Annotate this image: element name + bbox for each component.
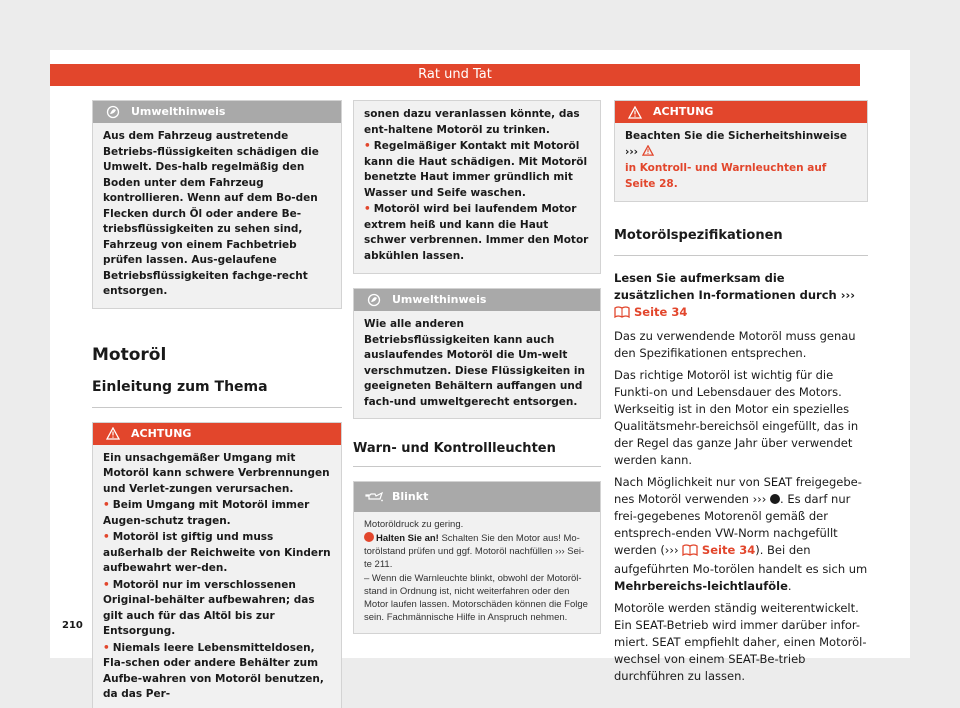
book-icon bbox=[682, 544, 698, 561]
indicator-box bbox=[353, 481, 601, 634]
environment-note-text: Aus dem Fahrzeug austretende Betriebs-flüssigkeiten schädigen die Umwelt. Des-halb regelmäßig den Boden unter dem Fahrzeug kontrollieren. Wenn auf dem Bo-den Flecken durch Öl oder andere Be-triebsflüssigkeiten zu sehen sind, Fahrzeug von einem Fachbetrieb prüfen lassen. Aus-gelaufene Betriebsflüssigkeiten fachge-recht entsorgen. bbox=[103, 130, 319, 297]
page-number: 210 bbox=[62, 620, 83, 631]
warning-box bbox=[614, 100, 868, 202]
paragraph: Das richtige Motoröl ist wichtig für die Funkti-on und Lebensdauer des Motors. Werkseitig ist in den Motor ein spezielles Qualitätsmehr-bereichsöl eingefüllt, das in der Regel das ganze Jahr über verwendet werden kann. bbox=[614, 368, 859, 467]
paragraph: Nach Möglichkeit nur von SEAT freigegebe-nes Motoröl verwenden ››› . Es darf nur frei-gegebenes Motorenöl gemäß der entsprech-enden VW-Norm nachgefüllt werden (››› Seite 34). Bei den aufgeführten Mo-torölen handelt es sich um Mehrbereichs-leichtlauföle. bbox=[614, 475, 868, 593]
column-3 bbox=[614, 100, 868, 690]
subsection-title: Einleitung zum Thema bbox=[92, 379, 342, 408]
warning-body bbox=[615, 123, 867, 201]
section-title-warnleuchten: Warn- und Kontrollleuchten bbox=[353, 441, 601, 467]
leaf-icon bbox=[103, 105, 123, 119]
indicator-title: Blinkt bbox=[392, 490, 429, 504]
indicator-header bbox=[354, 482, 600, 512]
environment-note-text: Wie alle anderen Betriebsflüssigkeiten kann auch auslaufendes Motoröl die Um-welt verschmutzen. Diese Flüssigkeiten in geeigneten Behältern auffangen und fach-und umweltgerecht entsorgen. bbox=[364, 318, 585, 408]
intro-link[interactable]: Seite 34 bbox=[634, 305, 688, 319]
environment-note-title: Umwelthinweis bbox=[131, 105, 226, 119]
intro-text: Lesen Sie aufmerksam die zusätzlichen In-formationen durch ››› Seite 34 bbox=[614, 270, 868, 323]
warning-box bbox=[92, 422, 342, 708]
indicator-line3: – Wenn die Warnleuchte blinkt, obwohl der Motoröl-stand in Ordnung ist, nicht weiterfahren oder den Motor laufen lassen. Motorschäden können die Folge sein. Fachmännische Hilfe in Anspruch nehmen. bbox=[364, 573, 588, 623]
book-icon bbox=[614, 306, 630, 323]
indicator-body bbox=[354, 512, 600, 633]
spec-link[interactable]: Seite 34 bbox=[701, 543, 756, 557]
spec-text bbox=[614, 270, 868, 685]
warning-item: • Motoröl nur im verschlossenen Original-behälter aufbewahren; das gilt auch für das Altöl bis zur Entsorgung. bbox=[103, 578, 315, 637]
column-2 bbox=[353, 100, 601, 634]
warning-box-continued bbox=[353, 100, 601, 274]
warning-item: • Niemals leere Lebensmitteldosen, Fla-schen oder andere Behälter zum Aufbe-wahren von Motoröl benutzen, da das Per- bbox=[103, 641, 324, 700]
warning-item: • Motoröl ist giftig und muss außerhalb der Reichweite von Kindern aufbewahrt wer-den. bbox=[103, 531, 331, 574]
warning-continued-text: sonen dazu veranlassen könnte, das ent-haltene Motoröl zu trinken. bbox=[364, 108, 580, 136]
chapter-header: Rat und Tat bbox=[50, 64, 860, 86]
warning-text: Beachten Sie die Sicherheitshinweise ››› bbox=[625, 130, 847, 158]
oil-can-icon bbox=[364, 491, 384, 503]
environment-note-header bbox=[354, 289, 600, 311]
indicator-line1: Motoröldruck zu gering. bbox=[364, 519, 464, 530]
environment-note-title: Umwelthinweis bbox=[392, 293, 487, 307]
warning-triangle-icon bbox=[642, 146, 654, 158]
environment-note-box bbox=[353, 288, 601, 419]
warning-triangle-icon bbox=[103, 427, 123, 440]
warning-header bbox=[93, 423, 341, 445]
warning-continued-body bbox=[354, 101, 600, 273]
warning-triangle-icon bbox=[625, 106, 645, 119]
paragraph: Das zu verwendende Motoröl muss genau den Spezifikationen entsprechen. bbox=[614, 329, 856, 360]
warning-item: • Motoröl wird bei laufendem Motor extrem heiß und kann die Haut schwer verbrennen. Immer den Motor abkühlen lassen. bbox=[364, 203, 589, 262]
warning-link-text[interactable]: in Kontroll- und Warnleuchten auf Seite 28. bbox=[625, 162, 827, 190]
warning-title: ACHTUNG bbox=[653, 105, 714, 119]
warning-item: • Regelmäßiger Kontakt mit Motoröl kann die Haut schädigen. Mit Motoröl benetzte Haut immer gründlich mit Wasser und Seife waschen. bbox=[364, 140, 588, 199]
warning-body bbox=[93, 445, 341, 708]
warning-header bbox=[615, 101, 867, 123]
leaf-icon bbox=[364, 293, 384, 307]
section-title-spezifikationen: Motorölspezifikationen bbox=[614, 228, 868, 256]
environment-note-box bbox=[92, 100, 342, 309]
paragraph: Motoröle werden ständig weiterentwickelt. Ein SEAT-Betrieb wird immer darüber infor-miert. SEAT empfiehlt daher, einen Motoröl-wechsel von einem SEAT-Be-trieb durchführen zu lassen. bbox=[614, 601, 867, 683]
environment-note-header bbox=[93, 101, 341, 123]
warning-intro: Ein unsachgemäßer Umgang mit Motoröl kann schwere Verbrennungen und Verlet-zungen verursachen. bbox=[103, 451, 330, 495]
warning-title: ACHTUNG bbox=[131, 426, 192, 440]
section-title-motoroel: Motoröl bbox=[92, 344, 167, 365]
warning-reference-icon bbox=[770, 494, 780, 504]
column-1 bbox=[92, 100, 342, 708]
warning-item: • Beim Umgang mit Motoröl immer Augen-schutz tragen. bbox=[103, 499, 310, 527]
indicator-line2: Halten Sie an! Schalten Sie den Motor aus! Mo-torölstand prüfen und ggf. Motoröl nachfüllen ››› Sei-te 211. bbox=[364, 533, 585, 570]
oil-pressure-indicator-icon bbox=[364, 532, 374, 542]
